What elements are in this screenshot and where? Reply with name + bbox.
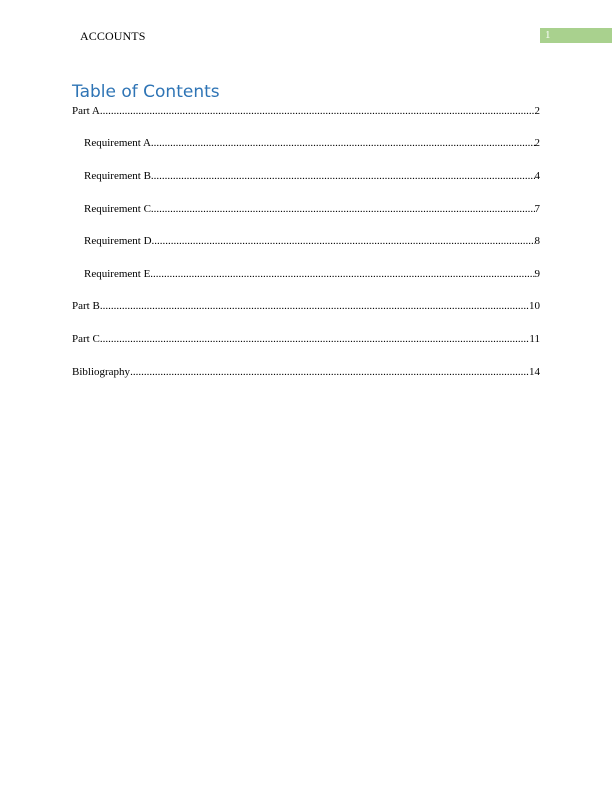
toc-entry-label: Requirement A — [84, 137, 151, 149]
toc-entry-bibliography[interactable] — [72, 365, 540, 379]
toc-entry-label: Part C — [72, 333, 100, 345]
toc-entry-label: Requirement E — [84, 268, 151, 280]
toc-dot-leader — [151, 136, 535, 150]
toc-dot-leader — [151, 202, 535, 216]
toc-entry-label: Bibliography — [72, 366, 131, 378]
page-number-badge — [540, 28, 612, 43]
toc-entry-part-c[interactable] — [72, 332, 540, 346]
toc-entry-requirement-e[interactable] — [84, 267, 540, 281]
toc-entry-label: Requirement C — [84, 203, 151, 215]
toc-entry-page: 11 — [529, 333, 540, 345]
toc-dot-leader — [100, 104, 535, 118]
running-header-title: ACCOUNTS — [80, 29, 146, 43]
toc-entry-page: 8 — [534, 235, 540, 247]
toc-dot-leader — [152, 234, 535, 248]
toc-dot-leader — [100, 299, 529, 313]
toc-entry-requirement-d[interactable] — [84, 234, 540, 248]
toc-entry-label: Part A — [72, 105, 100, 117]
toc-entry-requirement-c[interactable] — [84, 202, 540, 216]
toc-entry-page: 4 — [534, 170, 540, 182]
toc-entry-part-b[interactable] — [72, 299, 540, 313]
toc-entry-page: 2 — [534, 105, 540, 117]
toc-entry-part-a[interactable] — [72, 104, 540, 118]
toc-entry-requirement-a[interactable] — [84, 136, 540, 150]
toc-dot-leader — [130, 365, 529, 379]
toc-entry-label: Requirement B — [84, 170, 151, 182]
toc-entry-label: Requirement D — [84, 235, 152, 247]
toc-entry-requirement-b[interactable] — [84, 169, 540, 183]
toc-entry-page: 14 — [529, 366, 540, 378]
toc-entry-page: 10 — [529, 300, 540, 312]
toc-entry-page: 7 — [534, 203, 540, 215]
toc-dot-leader — [150, 267, 534, 281]
toc-entry-page: 9 — [534, 268, 540, 280]
toc-dot-leader — [100, 332, 530, 346]
toc-entry-page: 2 — [534, 137, 540, 149]
toc-heading: Table of Contents — [72, 82, 220, 102]
toc-dot-leader — [151, 169, 535, 183]
toc-entry-label: Part B — [72, 300, 100, 312]
page-number: 1 — [545, 29, 551, 41]
